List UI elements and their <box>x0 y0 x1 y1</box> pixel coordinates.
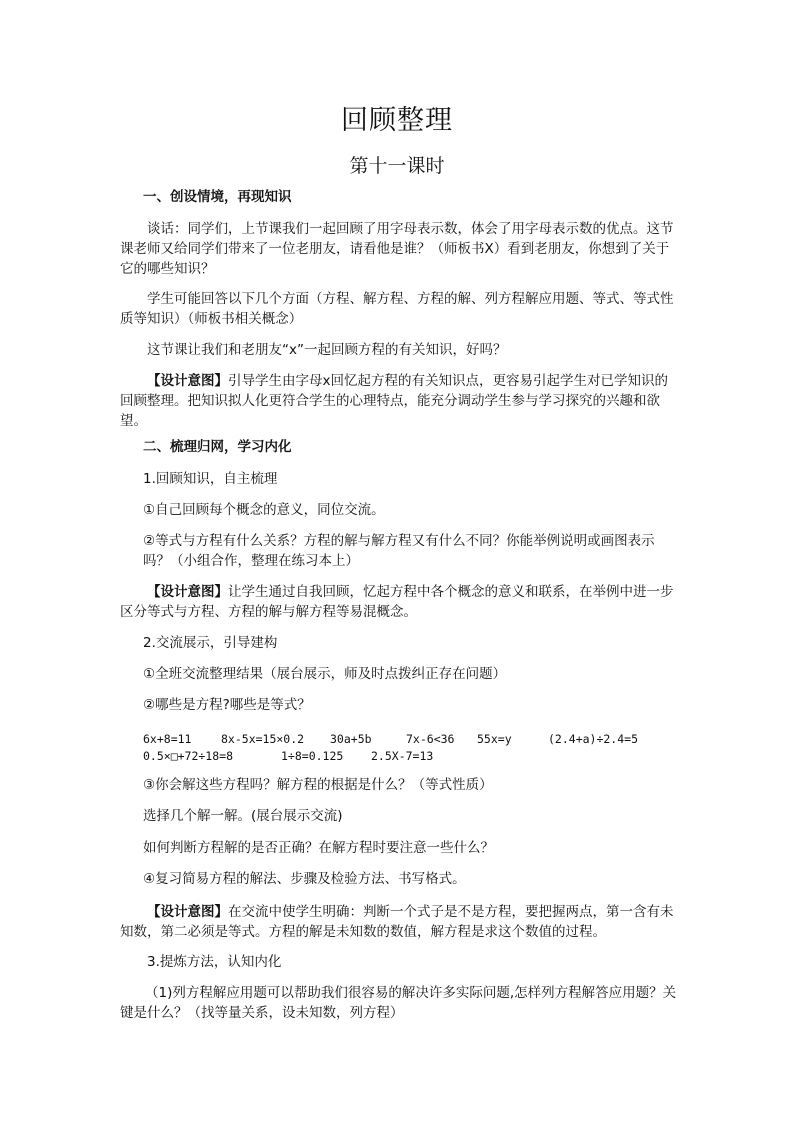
design-intent-1 <box>120 371 680 431</box>
equation: 6x+8=11 <box>143 732 192 746</box>
equation: 2.5X-7=13 <box>371 749 434 763</box>
design-intent-label: 【设计意图】 <box>147 373 228 389</box>
subsection-2-judge: 如何判断方程解的是否正确？在解方程时要注意一些什么？ <box>143 840 494 856</box>
equation-row-2 <box>143 746 703 764</box>
subsection-2-title: 2.交流展示，引导建构 <box>143 635 278 651</box>
subsection-2-select: 选择几个解一解。(展台展示交流) <box>143 808 343 824</box>
equation: 30a+5b <box>330 732 372 746</box>
design-intent-text: 引导学生由字母x回忆起方程的有关知识点，更容易引起学生对已学知识的回顾整理。把知识拟人化更符合学生的心理特点，能充分调动学生参与学习探究的兴趣和欲望。 <box>120 373 668 429</box>
equation-row-1 <box>143 729 703 747</box>
section-heading-1: 一、创设情境，再现知识 <box>143 189 292 205</box>
subsection-3-item-1: （1)列方程解应用题可以帮助我们很容易的解决许多实际问题,怎样列方程解答应用题？关键是什么？（找等量关系，设未知数，列方程） <box>120 985 677 1021</box>
subsection-1-item-1: ①自己回顾每个概念的意义，同位交流。 <box>143 502 385 518</box>
subsection-2-item-4: ④复习简易方程的解法、步骤及检验方法、书写格式。 <box>143 871 466 887</box>
design-intent-label: 【设计意图】 <box>147 584 228 600</box>
subsection-2-item-2: ②哪些是方程?哪些是等式？ <box>143 697 311 713</box>
design-intent-2 <box>120 582 680 622</box>
design-intent-label: 【设计意图】 <box>147 904 228 920</box>
lesson-subtitle: 第十一课时 <box>349 155 445 177</box>
paragraph-talk: 谈话：同学们，上节课我们一起回顾了用字母表示数，体会了用字母表示数的优点。这节课老师又给同学们带来了一位老朋友，请看他是谁？（师板书X）看到老朋友，你想到了关于它的哪些知识？ <box>120 221 674 277</box>
subsection-1-title: 1.回顾知识，自主梳理 <box>143 471 278 487</box>
equation: 8x-5x=15×0.2 <box>221 732 305 746</box>
equation: 0.5×□+72÷18=8 <box>143 749 234 763</box>
design-intent-3 <box>120 902 680 942</box>
design-intent-text: 让学生通过自我回顾，忆起方程中各个概念的意义和联系，在举例中进一步区分等式与方程、方程的解与解方程等易混概念。 <box>120 584 674 620</box>
subsection-3-title: 3.提炼方法，认知内化 <box>147 954 282 970</box>
equation: 55x=y <box>477 732 512 746</box>
paragraph-review: 这节课让我们和老朋友“x”一起回顾方程的有关知识，好吗？ <box>147 342 507 358</box>
design-intent-text: 在交流中使学生明确：判断一个式子是不是方程，要把握两点，第一含有未知数，第二必须是等式。方程的解是未知数的数值，解方程是求这个数值的过程。 <box>120 904 674 940</box>
equation: 1÷8=0.125 <box>281 749 344 763</box>
paragraph-student-answer: 学生可能回答以下几个方面（方程、解方程、方程的解、列方程解应用题、等式、等式性质等知识）（师板书相关概念） <box>120 291 674 327</box>
subsection-1-item-2: ②等式与方程有什么关系？方程的解与解方程又有什么不同？你能举例说明或画图表示吗？（小组合作，整理在练习本上） <box>143 533 655 569</box>
section-heading-2: 二、梳理归网，学习内化 <box>143 439 292 455</box>
subsection-2-item-3: ③你会解这些方程吗？解方程的根据是什么？（等式性质） <box>143 777 493 793</box>
equation: (2.4+a)÷2.4=5 <box>548 732 639 746</box>
document-title: 回顾整理 <box>341 105 453 136</box>
subsection-2-item-1: ①全班交流整理结果（展台展示，师及时点拨纠正存在问题） <box>143 666 507 682</box>
equation: 7x-6<36 <box>406 732 455 746</box>
